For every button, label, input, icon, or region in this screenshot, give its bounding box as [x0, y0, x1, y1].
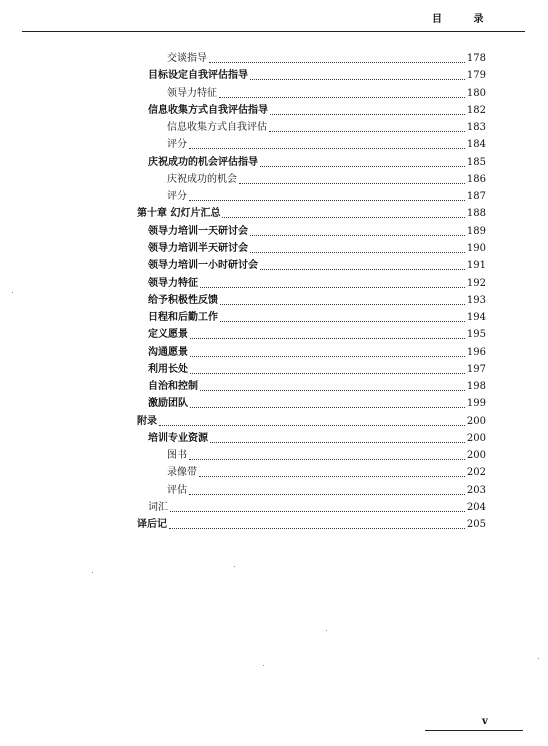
- toc-entry: [167, 170, 486, 186]
- toc-entry-page: 195: [466, 329, 486, 341]
- toc-entry-page: 200: [466, 450, 486, 462]
- toc-entry-title: 评分: [167, 191, 187, 203]
- dot-leader: [189, 199, 465, 201]
- toc-entry: [148, 66, 486, 82]
- scan-speck: [326, 630, 327, 631]
- toc-entry-title: 领导力培训一小时研讨会: [148, 260, 258, 272]
- toc-entry: [148, 343, 486, 359]
- toc-entry: [148, 429, 486, 445]
- dot-leader: [260, 268, 465, 270]
- dot-leader: [209, 61, 465, 63]
- toc-entry: [167, 49, 486, 65]
- dot-leader: [190, 337, 465, 339]
- toc-entry: [167, 84, 486, 100]
- dot-leader: [250, 234, 465, 236]
- toc-entry-title: 领导力培训一天研讨会: [148, 225, 248, 237]
- toc-entry-page: 178: [466, 53, 486, 64]
- dot-leader: [239, 182, 465, 184]
- toc-entry-page: 186: [466, 173, 486, 185]
- toc-entry-page: 200: [466, 415, 486, 427]
- scan-speck: [92, 572, 93, 573]
- dot-leader: [169, 527, 465, 529]
- dot-leader: [189, 493, 465, 495]
- dot-leader: [250, 251, 465, 253]
- toc-entry-page: 200: [466, 432, 486, 444]
- toc-entry: [167, 481, 486, 497]
- toc-entry-page: 191: [466, 260, 486, 272]
- dot-leader: [269, 130, 465, 132]
- toc-entry-page: 199: [466, 398, 486, 410]
- dot-leader: [190, 406, 465, 408]
- toc-entry: [137, 412, 486, 428]
- toc-entry: [148, 360, 486, 376]
- toc-entry: [148, 101, 486, 117]
- dot-leader: [189, 147, 465, 149]
- dot-leader: [260, 165, 465, 167]
- scan-speck: [538, 658, 539, 659]
- toc-entry-title: 定义愿景: [148, 329, 188, 341]
- toc-entry: [137, 204, 486, 220]
- toc-entry-page: 182: [466, 104, 486, 116]
- scan-speck: [234, 566, 235, 567]
- toc-entry: [148, 239, 486, 255]
- toc-entry-title: 庆祝成功的机会评估指导: [148, 156, 258, 168]
- toc-entry: [148, 377, 486, 393]
- dot-leader: [190, 355, 465, 357]
- header-title: 目 录: [432, 14, 498, 25]
- toc-entry-page: 202: [466, 467, 486, 479]
- toc-entry: [167, 135, 486, 151]
- toc-entry-title: 附录: [137, 415, 157, 427]
- toc-entry-title: 交谈指导: [167, 53, 207, 64]
- dot-leader: [200, 286, 465, 288]
- dot-leader: [270, 113, 465, 115]
- toc-entry: [167, 446, 486, 462]
- toc-entry-page: 188: [466, 208, 486, 220]
- toc-entry-title: 信息收集方式自我评估指导: [148, 104, 268, 116]
- header-rule: [22, 31, 525, 32]
- toc-entry-title: 图书: [167, 450, 187, 462]
- toc-entry-title: 目标设定自我评估指导: [148, 70, 248, 82]
- toc-entry: [167, 118, 486, 134]
- toc-entry: [148, 256, 486, 272]
- footer-page-number: v: [482, 716, 488, 727]
- toc-entry-page: 185: [466, 156, 486, 168]
- dot-leader: [159, 424, 465, 426]
- toc-entry-title: 沟通愿景: [148, 346, 188, 358]
- toc-entry-page: 205: [466, 519, 486, 531]
- toc-entry-page: 193: [466, 294, 486, 306]
- toc-entry-page: 183: [466, 122, 486, 134]
- toc-entry: [148, 274, 486, 290]
- toc-entry-page: 197: [466, 363, 486, 375]
- toc-entry-title: 利用长处: [148, 363, 188, 375]
- toc-entry-page: 190: [466, 242, 486, 254]
- toc-entry: [137, 515, 486, 531]
- dot-leader: [190, 372, 465, 374]
- dot-leader: [199, 475, 465, 477]
- dot-leader: [222, 216, 465, 218]
- toc-entry: [148, 291, 486, 307]
- toc-entry: [148, 153, 486, 169]
- toc-entry-title: 领导力培训半天研讨会: [148, 242, 248, 254]
- toc-entry: [148, 394, 486, 410]
- toc-entry-page: 180: [466, 87, 486, 99]
- toc-entry-page: 187: [466, 191, 486, 203]
- toc-entry-title: 领导力特征: [167, 87, 217, 99]
- toc-entry-title: 给予积极性反馈: [148, 294, 218, 306]
- toc-entry: [148, 222, 486, 238]
- dot-leader: [210, 441, 465, 443]
- dot-leader: [170, 510, 465, 512]
- scan-speck: [12, 292, 13, 293]
- toc-entry: [167, 187, 486, 203]
- dot-leader: [189, 458, 465, 460]
- dot-leader: [200, 389, 465, 391]
- toc-entry-title: 词汇: [148, 502, 168, 514]
- scan-speck: [263, 665, 264, 666]
- toc-entry-page: 192: [466, 277, 486, 289]
- dot-leader: [220, 320, 465, 322]
- toc-entry-title: 领导力特征: [148, 277, 198, 289]
- toc-entry-title: 激励团队: [148, 398, 188, 410]
- dot-leader: [219, 96, 465, 98]
- toc-entry-page: 194: [466, 312, 486, 324]
- dot-leader: [250, 78, 465, 80]
- toc-entry-title: 第十章 幻灯片汇总: [137, 208, 221, 220]
- toc-entry-page: 184: [466, 139, 486, 151]
- toc-entry-title: 评估: [167, 484, 187, 496]
- toc-entry-page: 196: [466, 346, 486, 358]
- toc-entry: [148, 308, 486, 324]
- toc-entry: [148, 325, 486, 341]
- toc-entry-page: 198: [466, 381, 486, 393]
- toc-entry: [167, 463, 486, 479]
- toc-entry-page: 203: [466, 484, 486, 496]
- toc-entry-page: 204: [466, 502, 486, 514]
- toc-entry-title: 日程和后勤工作: [148, 312, 218, 324]
- footer-rule: [425, 730, 523, 731]
- toc-entry-title: 信息收集方式自我评估: [167, 122, 267, 134]
- toc-entry-title: 庆祝成功的机会: [167, 173, 237, 185]
- toc-entry-title: 译后记: [137, 519, 167, 531]
- toc-entry-page: 179: [466, 70, 486, 82]
- toc-entry-title: 评分: [167, 139, 187, 151]
- toc-entry: [148, 498, 486, 514]
- toc-entry-title: 录像带: [167, 467, 197, 479]
- dot-leader: [220, 303, 465, 305]
- toc-entry-title: 自治和控制: [148, 381, 198, 393]
- toc-entry-title: 培训专业资源: [148, 432, 208, 444]
- toc-entry-page: 189: [466, 225, 486, 237]
